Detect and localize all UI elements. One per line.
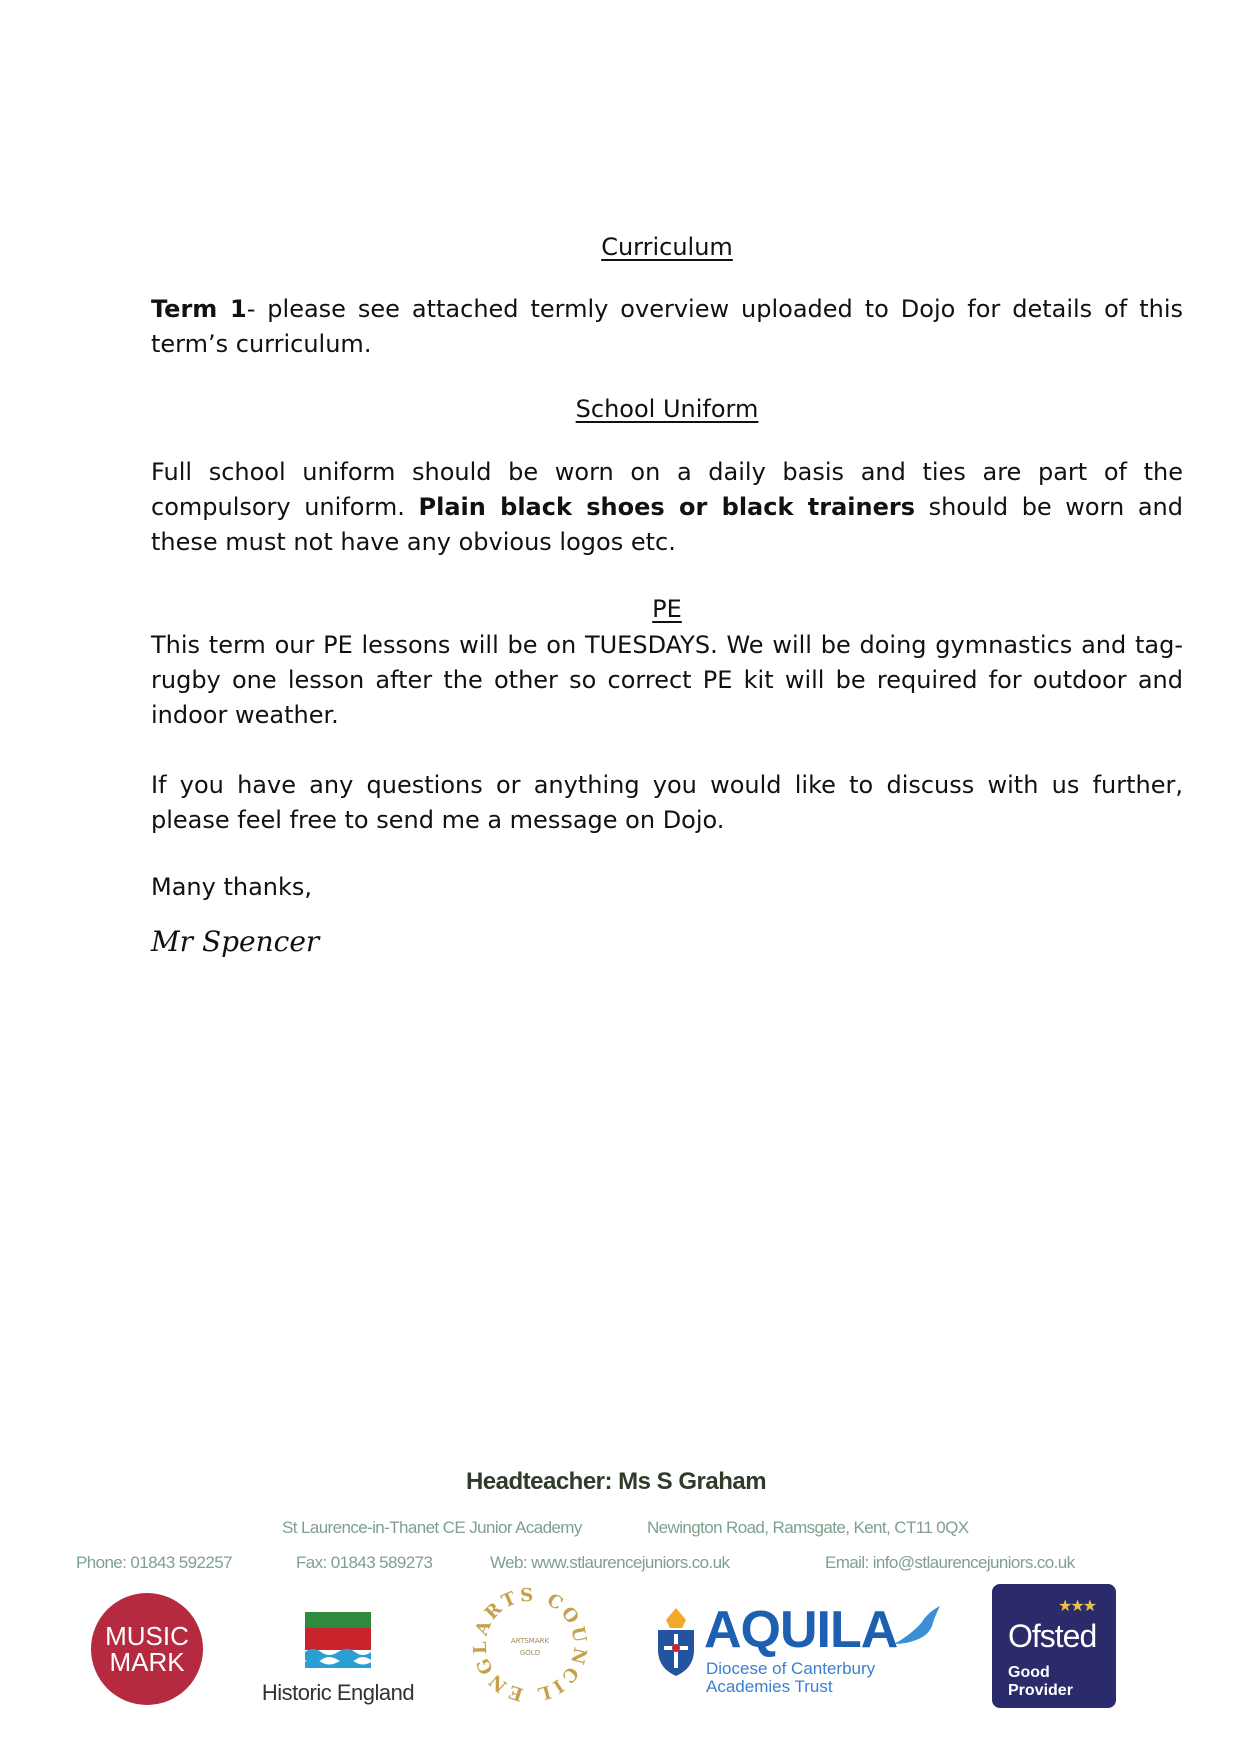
ofsted-wordmark: Ofsted [1008, 1618, 1097, 1654]
school-address: Newington Road, Ramsgate, Kent, CT11 0QX [647, 1518, 969, 1537]
ofsted-grade [1008, 1664, 1073, 1700]
headteacher-line: Headteacher: Ms S Graham [465, 1468, 767, 1495]
music-mark-line1: MUSIC [105, 1621, 189, 1651]
fax-number: Fax: 01843 589273 [296, 1553, 433, 1572]
term-label: Term 1 [151, 295, 247, 323]
ofsted-grade-line1: Good [1008, 1664, 1050, 1681]
uniform-bold: Plain black shoes or black trainers [418, 493, 915, 521]
aquila-logo [652, 1600, 952, 1700]
curriculum-heading: Curriculum [601, 233, 733, 261]
stars-icon: ★★★ [1058, 1598, 1096, 1615]
web-address: Web: www.stlaurencejuniors.co.uk [490, 1553, 730, 1572]
music-mark-line2: MARK [109, 1647, 185, 1677]
uniform-text-2: should be worn and these must not have any obvious logos etc. [151, 493, 1184, 556]
phone-number: Phone: 01843 592257 [76, 1553, 232, 1572]
historic-england-logo [253, 1612, 423, 1706]
arts-council-ring-text: ARTS COUNCIL ENGL [470, 1585, 590, 1705]
mitre-shield-icon [652, 1606, 700, 1678]
email-address: Email: info@stlaurencejuniors.co.uk [825, 1553, 1075, 1572]
artsmark-text: ARTSMARK [510, 1637, 550, 1645]
uniform-paragraph [151, 455, 1183, 560]
historic-england-label: Historic England [261, 1680, 415, 1705]
signature: Mr Spencer [151, 925, 320, 958]
closing-text: Many thanks, [151, 873, 313, 901]
eagle-icon [892, 1604, 942, 1650]
uniform-text-1: Full school uniform should be worn on a daily basis and ties are part of the compulsory uniform. [151, 458, 1183, 521]
arts-council-logo [470, 1585, 590, 1705]
historic-england-icon [305, 1612, 371, 1668]
aquila-wordmark: AQUILA [704, 1601, 898, 1659]
questions-paragraph: If you have any questions or anything you would like to discuss with us further, please feel free to send me a message on Dojo. [151, 771, 1183, 834]
pe-paragraph: This term our PE lessons will be on TUESDAYS. We will be doing gymnastics and tag-rugby one lesson after the other so correct PE kit will be required for outdoor and indoor weather. [151, 631, 1183, 729]
music-mark-logo [91, 1593, 203, 1705]
arts-council-icon [470, 1585, 590, 1705]
aquila-sub2: Academies Trust [706, 1677, 833, 1696]
pe-heading: PE [652, 595, 682, 623]
term-text: - please see attached termly overview uploaded to Dojo for details of this term’s curriculum. [151, 295, 1183, 358]
school-name: St Laurence-in-Thanet CE Junior Academy [282, 1518, 582, 1537]
aquila-sub1: Diocese of Canterbury [706, 1659, 876, 1678]
term-paragraph [151, 292, 1183, 362]
ofsted-logo [992, 1584, 1116, 1708]
artsmark-level: GOLD [519, 1649, 541, 1657]
ofsted-grade-line2: Provider [1008, 1682, 1073, 1699]
uniform-heading: School Uniform [575, 395, 759, 423]
